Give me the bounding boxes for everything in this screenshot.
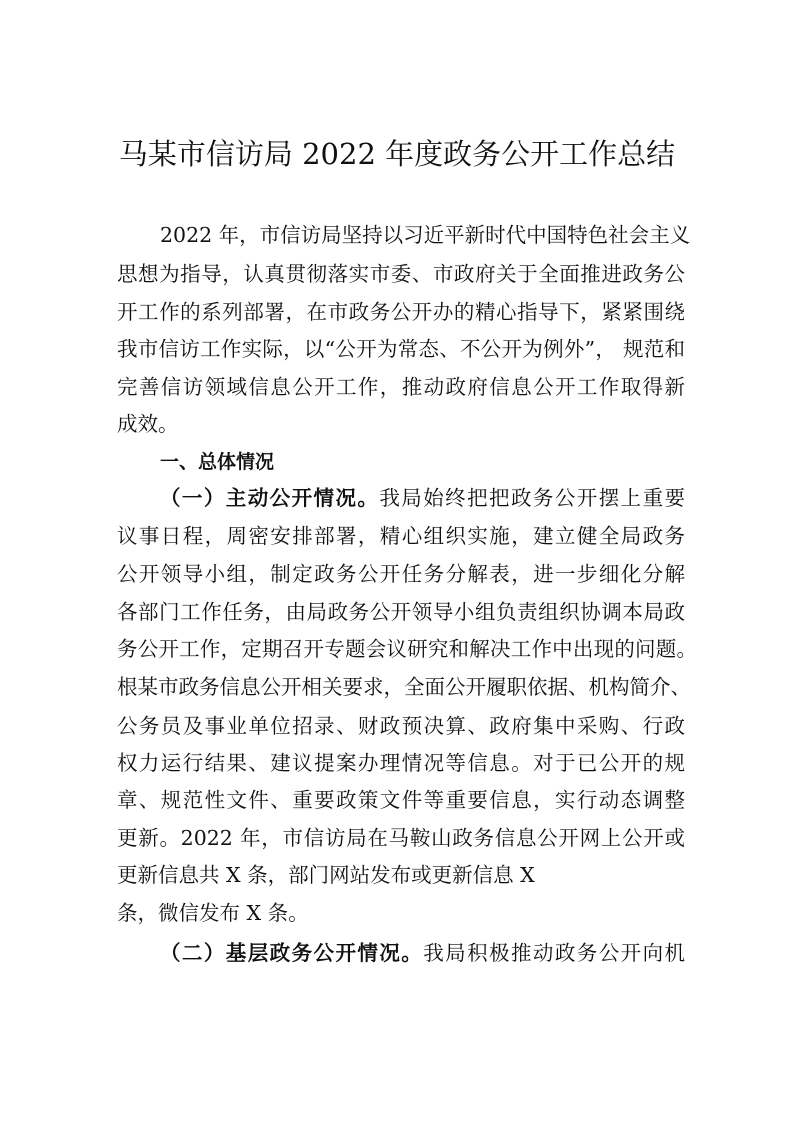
paragraph-line: 务公开工作，定期召开专题会议研究和解决工作中出现的问题。 xyxy=(117,637,697,661)
paragraph-line: 条，微信发布 X 条。 xyxy=(117,901,309,925)
paragraph-text: 我局始终把把政务公开摆上重要 xyxy=(379,486,686,510)
document-title: 马某市信访局 2022 年度政务公开工作总结 xyxy=(118,137,676,171)
paragraph-line: 权力运行结果、建议提案办理情况等信息。对于已公开的规 xyxy=(117,751,685,775)
paragraph-line: 根某市政务信息公开相关要求，全面公开履职依据、机构简介、 xyxy=(117,675,691,699)
paragraph-line: 成效。 xyxy=(117,412,179,436)
paragraph-line: 议事日程，周密安排部署，精心组织实施，建立健全局政务 xyxy=(117,524,685,548)
paragraph-line: 更新信息共 X 条，部门网站发布或更新信息 X xyxy=(117,863,535,887)
paragraph-line: 开工作的系列部署，在市政务公开办的精心指导下，紧紧围绕 xyxy=(117,300,685,324)
subsection-heading: （一）主动公开情况。 xyxy=(160,486,380,510)
paragraph-line: 公开领导小组，制定政务公开任务分解表，进一步细化分解 xyxy=(117,562,685,586)
paragraph-line: 章、规范性文件、重要政策文件等重要信息，实行动态调整 xyxy=(117,788,685,812)
paragraph-line: 公务员及事业单位招录、财政预决算、政府集中采购、行政 xyxy=(117,714,685,738)
paragraph-line: 思想为指导，认真贯彻落实市委、市政府关于全面推进政务公 xyxy=(117,262,685,286)
paragraph-line xyxy=(160,940,685,966)
paragraph-line: 更新。2022 年，市信访局在马鞍山政务信息公开网上公开或 xyxy=(117,826,685,850)
paragraph-line: 完善信访领域信息公开工作，推动政府信息公开工作取得新 xyxy=(117,375,685,399)
paragraph-text: 我局积极推动政务公开向机 xyxy=(423,941,686,965)
section-heading: 一、总体情况 xyxy=(160,451,275,473)
paragraph-line: 2022 年，市信访局坚持以习近平新时代中国特色社会主义 xyxy=(160,223,691,247)
subsection-heading: （二）基层政务公开情况。 xyxy=(160,941,424,965)
paragraph-line: 各部门工作任务，由局政务公开领导小组负责组织协调本局政 xyxy=(117,600,685,624)
paragraph-line xyxy=(160,485,685,511)
paragraph-line: 我市信访工作实际，以“公开为常态、不公开为例外”， 规范和 xyxy=(117,337,685,361)
